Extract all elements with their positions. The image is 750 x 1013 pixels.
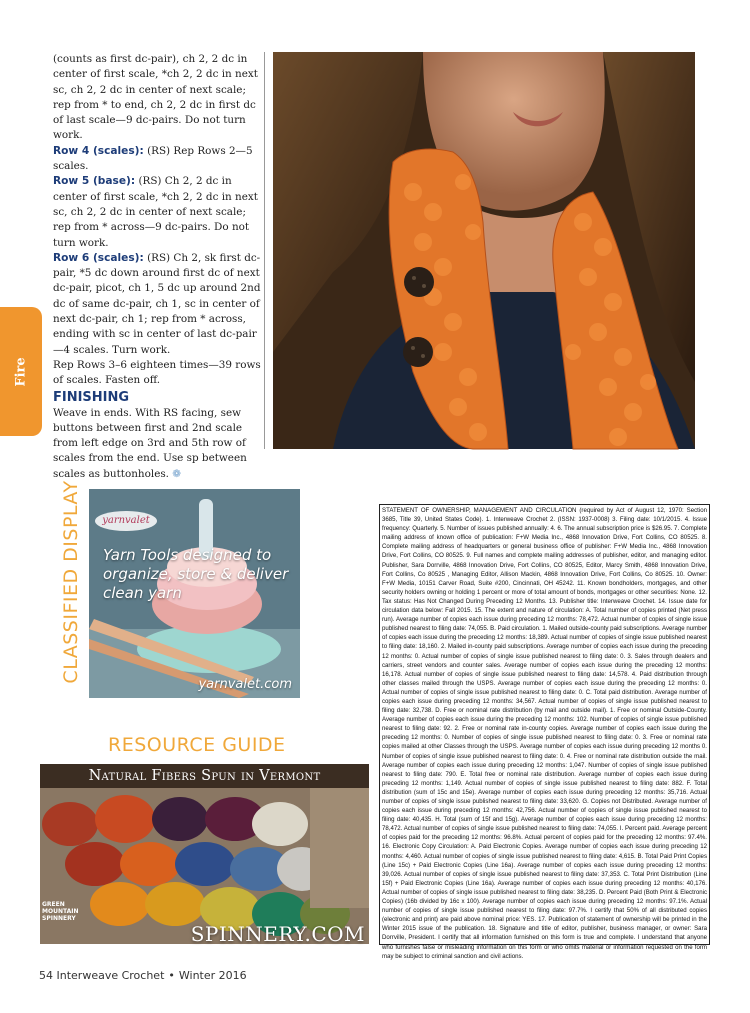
finishing-text [53,406,261,482]
yarnvalet-logo: yarnvalet [95,511,157,531]
row-text: (RS) Ch 2, 2 dc in center of first scale, *ch 2, 2 dc in next sc, ch 2, 2 dc in center of next scale; rep from * across—9 dc-pairs. Do not turn work. [53,175,258,249]
scarf-photo [273,52,695,449]
yarnvalet-tagline: Yarn Tools designed to organize, store & deliver clean yarn [103,546,289,602]
classified-heading [60,482,82,682]
spinnery-logo-line: GREEN [42,901,65,908]
row-label: Row 6 (scales): [53,251,144,264]
end-mark-icon: ❁ [172,467,182,480]
pattern-row [53,174,261,250]
page-footer [39,969,247,982]
row-text: (RS) Ch 2, sk first dc-pair, *5 dc down around first dc of next dc-pair, picot, ch 1, 5 dc up around 2nd dc of same dc-pair, ch 1, sc in center of next dc-pair, ch 1; rep from * across, ending with sc in center of last dc-pair—4 scales. Turn work. [53,251,261,356]
yarnvalet-ad[interactable] [89,489,300,698]
ownership-statement: STATEMENT OF OWNERSHIP, MANAGEMENT AND CIRCULATION (required by Act of August 12, 1970: Section 3685, Title 39, United States Code). 1. Interweave Crochet 2. (ISSN: 1937-0008) 3. Filing date: 10/1/2015. 4. Issue frequency: Quarterly. 5. Number of issues published annually: 4. 6. The annual subscription price is $26.95. 7. Complete mailing address of known office of publication: F+W Media Inc., 4868 Innovation Drive, Fort Collins, CO 80525. 8. Complete mailing address of headquarters or general business office of publisher: F+W Media Inc., 4868 Innovation Drive, Fort Collins, CO 80525. 9. Full names and complete mailing addresses of publisher, editor, and managing editor. Publisher, Sara Dorrville, 4868 Innovation Drive, Fort Collins, CO 80525, Editor, Marcy Smith, 4868 Innovation Drive, Fort Collins, Co 80525 , Managing Editor, Allison Mackin, 4868 Innovation Drive, Fort Collins, Co 80525. 10. Owner: F+W Media, 10151 Carver Road, Suite #200, Cincinnati, OH 45242. 11. Known bondholders, mortgages, and other security holders owning or holding 1 percent or more of total amount of bonds, mortgages or other securities: None. 12. Tax status: Has Not Changed During Preceding 12 Months. 13. Publisher title: Interweave Crochet. 14. Issue date for circulation data below: Fall 2015. 15. The extent and nature of circulation: A. Total number of copies printed (Net press run). Average number of copies each issue during preceding 12 months: 78,472. Actual number of copies of single issue published nearest to filing date: 74,055. B. Paid circulation. 1. Mailed outside-county paid subscriptions. Average number of copies each issue during the preceding 12 months: 18,389. Actual number of copies of single issue published nearest to filing date: 18,160. 2. Mailed in-county paid subscriptions. Average number of copies each issue during the preceding 12 months: 0. Actual number of copies of single issue published nearest to filing date: 0. 3. Sales through dealers and carriers, street vendors and counter sales. Average number of copies each issue during the preceding 12 months: 16,178. Actual number of copies of single issue published nearest to filing date: 14,578. 4. Paid distribution through other classes mailed through the USPS. Average number of copies each issue during the preceding 12 months: 0. Actual number of copies of single issue published nearest to filing date: 0. C. Total paid distribution. Average number of copies each issue during preceding 12 months: 34,567. Actual number of copies of single issue published nearest to filing date: 32,738. D. Free or nominal rate distribution (by mail and outside mail). 1. Free or nominal Outside-County. Average number of copies each issue during the preceding 12 months: 102. Number of copies of single issue published nearest to filing date: 92. 2. Free or nominal rate in-county copies. Average number of copies each issue during the preceding 12 months: 0. Number of copies of single issue published nearest to filing date: 0. 3. Free or nominal rate copies mailed at other Classes through the USPS. Average number of copies each issue during preceding 12 months 0. Number of copies of single issue published nearest to filing date: 0. 4. Free or nominal rate distribution outside the mail. Average number of copies each issue during preceding 12 months: 1,047. Number of copies of single issue published nearest to filing date: 790. E. Total free or nominal rate distribution. Average number of copies each issue during preceding 12 months: 1,149. Actual number of copies of single issue published nearest to filing date: 882. F. Total distribution (sum of 15c and 15e). Average number of copies each issue during preceding 12 months: 35,716. Actual number of copies of single issue published nearest to filing date: 33,620. G. Copies not Distributed. Average number of copies each issue during preceding 12 months: 42,756. Actual number of copies of single issue published nearest to filing date: 40,435. H. Total (sum of 15f and 15g). Average number of copies each issue during preceding 12 months: 78,472. Actual number of copies of single issue published nearest to filing date: 74,055. I. Percent paid. Average percent of copies paid for the preceding 12 months: 96.8%. Actual percent of copies paid for the preceding 12 months: 97.4%. 16. Electronic Copy Circulation: A. Paid Electronic Copies. Average number of copies each issue during preceding 12 months: 4,460. Actual number of copies of single issue published nearest to filing date: 4,615. B. Total Paid Print Copies (Line 15c) + Paid Electronic Copies (Line 16a). Average number of copies each issue during preceding 12 months: 39,026. Actual number of copies of single issue published nearest to filing date: 37,353. C. Total Print Distribution (Line 15f) + Paid Electronic Copies (Line 16a). Average number of copies each issue during preceding 12 months: 40,176. Actual number of copies of single issue published nearest to filing date: 38,235. D. Percent Paid (Both Print & Electronic Copies) (16b divided by 16c x 100). Average number of copies each issue during preceding 12 months: 97.1%. Actual number of copies of single issue published nearest to filing date: 97.7%. I certify that 50% of all distributed copies (electronic and print) are paid above nominal price: YES. 17. Publication of statement of ownership will be printed in the Winter 2015 issue of the publication. 18. Signature and title of editor, publisher, business manager, or owner: Sara Dorrville, President. I certify that all information furnished on this form is true and complete. I understand that anyone who furnishes false or misleading information on this form or who omits material or information requested on the form may be subject to criminal sanction and civil actions. [379,504,710,945]
publication-name: Interweave Crochet [56,969,165,982]
spinnery-ad[interactable] [40,764,369,944]
pattern-row [53,144,261,175]
row-label: Row 5 (base): [53,175,136,188]
section-tab-label: Fire [13,356,29,387]
section-tab [0,307,42,436]
pattern-text [53,52,261,482]
finishing-heading: FINISHING [53,389,130,405]
page-number: 54 [39,969,53,982]
scarf-illustration [273,52,695,449]
spinnery-url[interactable]: SPINNERY.COM [190,922,365,946]
row-text: (RS) Rep Rows 2—5 scales. [53,144,253,173]
pattern-repeat: Rep Rows 3–6 eighteen times—39 rows of scales. Fasten off. [53,358,261,387]
spinnery-headline: Natural Fibers Spun in Vermont [40,764,369,788]
spinnery-logo [42,901,102,922]
bullet-icon: • [168,969,175,982]
column-divider [264,52,265,449]
yarnvalet-url[interactable]: yarnvalet.com [198,677,292,692]
finishing-body: Weave in ends. With RS facing, sew buttons between first and 2nd scale from left edge on 3rd and 5th row of scales from the end. Use sp between scales as buttonholes. [53,406,247,480]
classified-heading-text: CLASSIFIED DISPLAY [60,480,82,684]
pattern-row [53,251,261,358]
resource-heading: RESOURCE GUIDE [108,734,286,756]
spinnery-logo-line: MOUNTAIN [42,908,79,915]
row-label: Row 4 (scales): [53,144,144,157]
spinnery-logo-line: SPINNERY [42,915,76,922]
pattern-intro: (counts as first dc-pair), ch 2, 2 dc in center of first scale, *ch 2, 2 dc in next sc, ch 2, 2 dc in center of next scale; rep from * to end, ch 2, 2 dc in first dc of last scale—9 dc-pairs. Do not turn work. [53,53,258,142]
issue-name: Winter 2016 [178,969,247,982]
